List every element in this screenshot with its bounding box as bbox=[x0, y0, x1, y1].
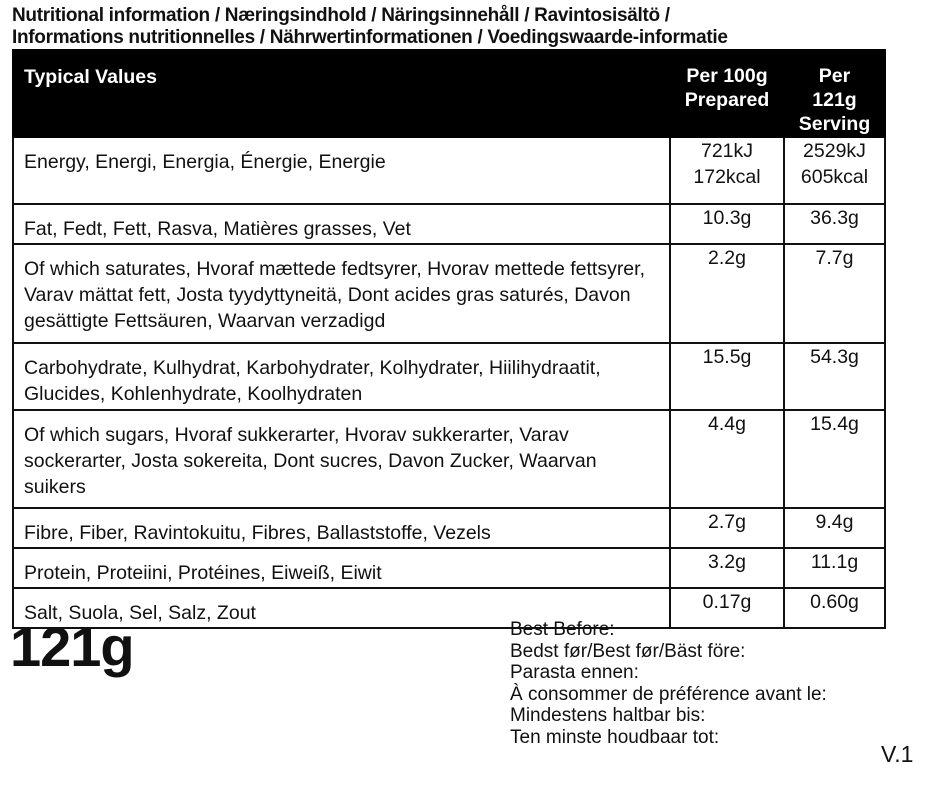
per-100g-header-line-1: Per 100g bbox=[686, 65, 768, 87]
per-serving-value: 7.7g bbox=[784, 244, 885, 343]
best-before-line-6: Ten minste houdbaar tot: bbox=[510, 726, 720, 748]
header-line-2: Informations nutritionnelles / Nährwertinformationen / Voedingswaarde-informatie bbox=[12, 27, 728, 48]
best-before-block bbox=[510, 619, 827, 748]
per-serving-header bbox=[784, 50, 885, 137]
per-serving-kcal: 605kcal bbox=[800, 166, 869, 188]
row-label: Carbohydrate, Kulhydrat, Karbohydrater, Kolhydrater, Hiilihydraatit, Glucides, Kohlenhydrate, Koolhydraten bbox=[13, 343, 670, 410]
row-label: Fibre, Fiber, Ravintokuitu, Fibres, Ballaststoffe, Vezels bbox=[13, 508, 670, 548]
per-100g-value bbox=[670, 137, 784, 204]
typical-values-header: Typical Values bbox=[13, 50, 670, 137]
best-before-line-1: Best Before: bbox=[510, 619, 615, 640]
best-before-line-3: Parasta ennen: bbox=[510, 662, 639, 683]
best-before-line-5: Mindestens haltbar bis: bbox=[510, 705, 706, 726]
per-serving-header-line-2: Serving bbox=[798, 113, 871, 135]
per-100g-kcal: 172kcal bbox=[693, 166, 761, 188]
per-serving-value: 36.3g bbox=[784, 204, 885, 244]
per-100g-value: 10.3g bbox=[670, 204, 784, 244]
nutrition-header bbox=[12, 5, 932, 49]
table-row-fat bbox=[13, 204, 885, 244]
table-row-sugars bbox=[13, 410, 885, 508]
row-label: Energy, Energi, Energia, Énergie, Energie bbox=[13, 137, 670, 204]
row-label: Of which saturates, Hvoraf mættede fedtsyrer, Hvorav mettede fettsyrer, Varav mättat fett, Josta tyydyttyneitä, Dont acides gras saturés, Davon gesättigte Fettsäuren, Waarvan verzadigd bbox=[13, 244, 670, 343]
per-serving-value: 11.1g bbox=[784, 548, 885, 588]
nutrition-table bbox=[12, 49, 886, 629]
per-serving-value: 54.3g bbox=[784, 343, 885, 410]
table-row-saturates bbox=[13, 244, 885, 343]
per-serving-value: 9.4g bbox=[784, 508, 885, 548]
best-before-line-2: Bedst før/Best før/Bäst före: bbox=[510, 640, 746, 662]
per-100g-value: 2.7g bbox=[670, 508, 784, 548]
per-serving-header-line-1: Per 121g bbox=[812, 65, 857, 111]
table-row-fibre bbox=[13, 508, 885, 548]
version-label: V.1 bbox=[881, 741, 914, 767]
row-label: Salt, Suola, Sel, Salz, Zout bbox=[13, 588, 670, 628]
row-label: Protein, Proteiini, Protéines, Eiweiß, Eiwit bbox=[13, 548, 670, 588]
per-serving-kj: 2529kJ bbox=[803, 140, 866, 162]
per-100g-kj: 721kJ bbox=[700, 140, 754, 162]
per-100g-value: 2.2g bbox=[670, 244, 784, 343]
per-serving-value bbox=[784, 137, 885, 204]
table-row-carbohydrate bbox=[13, 343, 885, 410]
row-label: Of which sugars, Hvoraf sukkerarter, Hvorav sukkerarter, Varav sockerarter, Josta sokereita, Dont sucres, Davon Zucker, Waarvan suikers bbox=[13, 410, 670, 508]
best-before-line-4: À consommer de préférence avant le: bbox=[510, 683, 827, 705]
per-100g-value: 4.4g bbox=[670, 410, 784, 508]
header-line-1: Nutritional information / Næringsindhold / Näringsinnehåll / Ravintosisältö / bbox=[12, 5, 670, 26]
per-serving-value: 15.4g bbox=[784, 410, 885, 508]
per-100g-header bbox=[670, 50, 784, 137]
net-weight: 121g bbox=[10, 615, 134, 678]
table-row-energy bbox=[13, 137, 885, 204]
per-serving-value: 0.60g bbox=[784, 588, 885, 628]
per-100g-header-line-2: Prepared bbox=[684, 89, 770, 111]
table-row-protein bbox=[13, 548, 885, 588]
per-100g-value: 3.2g bbox=[670, 548, 784, 588]
per-100g-value: 15.5g bbox=[670, 343, 784, 410]
row-label: Fat, Fedt, Fett, Rasva, Matières grasses, Vet bbox=[13, 204, 670, 244]
per-100g-value: 0.17g bbox=[670, 588, 784, 628]
table-header-row bbox=[13, 50, 885, 137]
